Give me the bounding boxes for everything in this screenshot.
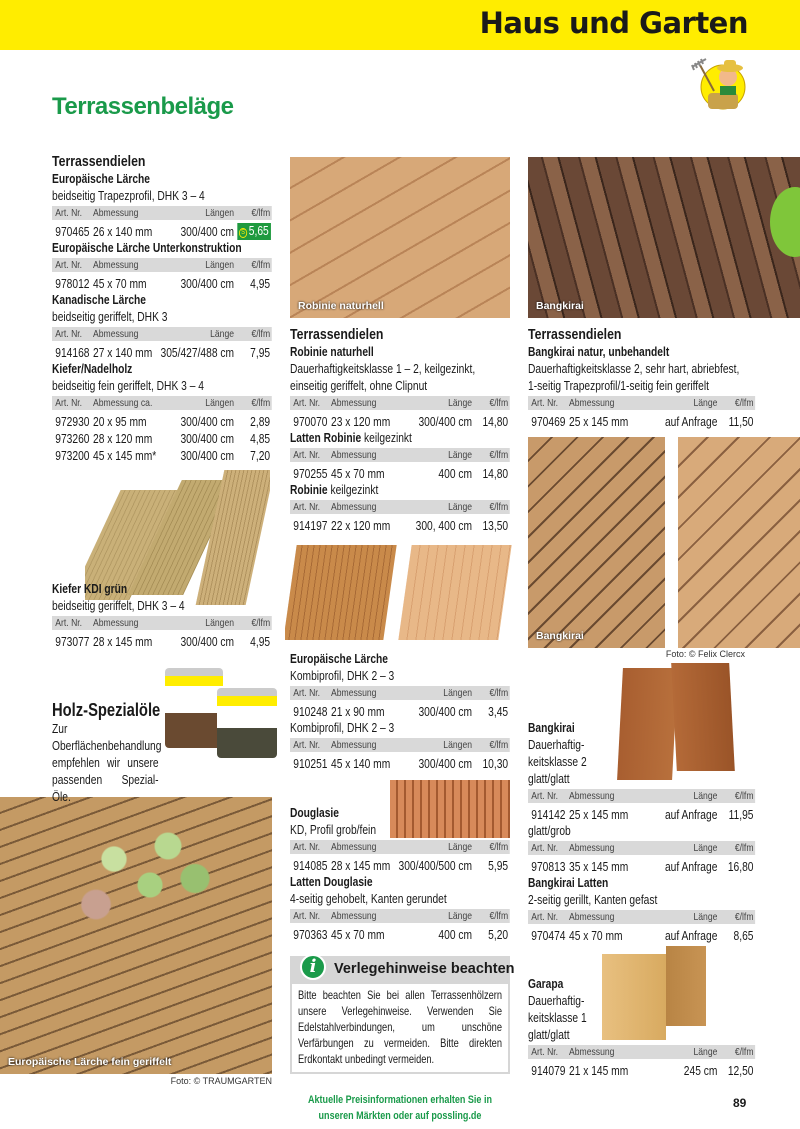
product-description: Dauerhaftigkeitsklasse 1 – 2, keilgezinkt, [290,362,476,376]
product-title: Europäische Lärche [52,172,150,186]
product-description: Dauerhaftigkeitsklasse 2, sehr hart, abriebfest, [528,362,740,376]
column-header-dimension: Abmessung [331,397,377,409]
table-header [52,206,272,223]
column-header-art-nr: Art. Nr. [293,501,321,513]
table-header-bar [528,1045,755,1059]
table-row [52,633,272,650]
cell-price: 4,85 [250,431,271,446]
cell-art-nr: 970255 [293,466,328,481]
cell-dimension: 28 x 145 mm [331,858,391,873]
cell-dimension: 45 x 70 mm [93,276,147,291]
product-description: KD, Profil grob/fein [290,823,377,837]
table-row [52,344,272,361]
cell-length: auf Anfrage [664,859,718,874]
column-header-dimension: Abmessung [569,790,615,802]
table-header [290,500,510,517]
column-header-art-nr: Art. Nr. [293,397,321,409]
cell-length: 300/400 cm [180,431,235,446]
cell-art-nr: 970363 [293,927,328,942]
column-header-length: Längen [443,687,473,699]
column-header-art-nr: Art. Nr. [531,842,559,854]
column-header-price: €/lfm [489,910,509,922]
column-header-art-nr: Art. Nr. [531,397,559,409]
product-description: Dauerhaftig- [528,738,585,752]
cell-dimension: 45 x 70 mm [331,466,385,481]
table-header-bar [290,840,510,854]
cell-length: 300/400 cm [418,704,473,719]
section-heading: Terrassendielen [528,326,622,343]
column-header-art-nr: Art. Nr. [293,687,321,699]
cell-price: 11,50 [728,414,754,429]
table-row [290,703,510,720]
cell-dimension: 45 x 70 mm [569,928,623,943]
column-header-art-nr: Art. Nr. [293,841,321,853]
product-description: Kombiprofil, DHK 2 – 3 [290,669,395,683]
column-header-length: Länge [448,449,473,461]
robinie-profile-photo [285,540,515,645]
cell-length: auf Anfrage [664,414,718,429]
table-header [290,840,510,857]
column-header-art-nr: Art. Nr. [55,328,83,340]
column-header-price: €/lfm [251,397,271,409]
column-header-art-nr: Art. Nr. [531,1046,559,1058]
table-header [52,327,272,344]
product-description: Zur Oberflächenbehandlung empfehlen wir unsere passenden Spezial-Öle. [52,722,162,804]
info-box-text: Bitte beachten Sie bei allen Terrassenhölzern unsere Verlegehinweise. Verwenden Sie Edelstahlverbindungen, um unschöne Verfärbungen zu vermeiden. Bitte direkten Erdkontakt unbedingt vermeiden. [298,989,502,1066]
column-header-price: €/lfm [489,687,509,699]
product-block [52,699,162,806]
price-badge [237,223,271,240]
cell-length: 300/400 cm [180,448,235,463]
cell-dimension: 26 x 140 mm [93,224,153,239]
table-header [290,448,510,465]
cell-price: 16,80 [727,859,754,874]
table-header-bar [52,616,272,630]
column-header-length: Länge [693,911,718,923]
table-row [52,430,272,447]
column-header-dimension: Abmessung [93,328,139,340]
cell-price: 5,95 [488,858,509,873]
product-title: Kiefer KDI grün [52,582,128,596]
table-row [290,926,510,943]
cell-length: 300/400/500 cm [398,858,473,873]
photo-caption: Robinie naturhell [298,300,384,312]
column-header-length: Länge [693,1046,718,1058]
column-header-art-nr: Art. Nr. [531,790,559,802]
cell-art-nr: 973077 [55,634,90,649]
table-row [290,465,510,482]
column-header-art-nr: Art. Nr. [531,911,559,923]
savings-icon: S [239,228,247,238]
table-header [290,686,510,703]
cell-price: 14,80 [482,414,509,429]
table-header-bar [528,841,755,855]
cell-dimension: 23 x 120 mm [331,414,391,429]
cell-dimension: 28 x 120 mm [93,431,153,446]
bangkirai-closeup-photo-2 [678,437,800,648]
cell-dimension: 28 x 145 mm [93,634,153,649]
cell-price: 13,50 [482,518,509,533]
column-header-art-nr: Art. Nr. [293,910,321,922]
table-header [290,738,510,755]
column-header-price: €/lfm [251,259,271,271]
table-header [528,396,755,413]
product-title [290,430,510,447]
cell-art-nr: 910251 [293,756,328,771]
larch-deck-grapes-photo [0,797,272,1074]
column-header-length: Länge [693,790,718,802]
product-description: keitsklasse 2 [528,755,587,769]
info-icon: i [300,954,326,980]
table-header-bar [290,909,510,923]
table-header [290,909,510,926]
product-title-suffix: keilgezinkt [361,431,412,445]
column-header-price: €/lfm [734,1046,754,1058]
column-header-dimension: Abmessung [331,841,377,853]
table-header-bar [52,206,272,220]
cell-length: 300/400 cm [418,756,473,771]
cell-art-nr: 970070 [293,414,328,429]
product-title: Europäische Lärche Unterkonstruktion [52,241,242,255]
cell-price: 12,50 [727,1063,754,1078]
cell-price: 14,80 [482,466,509,481]
column-header-dimension: Abmessung [569,397,615,409]
column-header-price: €/lfm [251,207,271,219]
table-row [290,517,510,534]
bangkirai-closeup-photo-1 [528,437,665,648]
cell-dimension: 22 x 120 mm [331,518,391,533]
laying-instructions-box [290,956,515,1074]
product-block [528,325,755,430]
column-header-price: €/lfm [489,449,509,461]
price-info-footer [285,1092,515,1124]
product-description: beidseitig geriffelt, DHK 3 [52,310,168,324]
column-header-dimension: Abmessung [569,1046,615,1058]
table-header [528,789,755,806]
product-description: Kombiprofil, DHK 2 – 3 [290,721,395,735]
cell-dimension: 25 x 145 mm [569,414,629,429]
product-title: Bangkirai Latten [528,876,609,890]
column-header-length: Länge [448,910,473,922]
product-title: Europäische Lärche [290,652,388,666]
cell-length: 245 cm [683,1063,718,1078]
product-title: Kanadische Lärche [52,293,147,307]
product-title-bold: Robinie [290,483,328,497]
product-title: Bangkirai [528,721,575,735]
product-block [52,152,272,464]
table-header-bar [528,396,755,410]
cell-length: 400 cm [438,466,473,481]
product-description: beidseitig geriffelt, DHK 3 – 4 [52,599,185,613]
cell-art-nr: 914079 [531,1063,566,1078]
price-value: 5,65 [248,224,269,238]
column-header-art-nr: Art. Nr. [55,207,83,219]
cell-length: 300, 400 cm [415,518,473,533]
column-header-length: Länge [210,328,235,340]
table-header [52,396,272,413]
table-header [290,396,510,413]
cell-dimension: 21 x 90 mm [331,704,385,719]
table-row [52,447,272,464]
table-row [528,413,755,430]
table-row [290,857,510,874]
column-header-price: €/lfm [734,842,754,854]
column-header-dimension: Abmessung [569,842,615,854]
section-heading: Terrassendielen [52,153,146,170]
product-title: Latten Douglasie [290,875,373,889]
cell-length: auf Anfrage [664,928,718,943]
product-description: 1-seitig Trapezprofil/1-seitig fein geriffelt [528,379,709,393]
table-header-bar [52,327,272,341]
column-header-length: Länge [448,841,473,853]
column-header-dimension: Abmessung [331,449,377,461]
cell-art-nr: 970465 [55,224,90,239]
column-header-dimension: Abmessung [331,687,377,699]
column-header-art-nr: Art. Nr. [55,259,83,271]
product-description: glatt/grob [528,824,571,838]
column-header-dimension: Abmessung [331,501,377,513]
column-header-art-nr: Art. Nr. [293,739,321,751]
column-header-length: Länge [693,842,718,854]
cell-art-nr: 972930 [55,414,90,429]
robinie-deck-photo [290,157,510,318]
cell-price: 10,30 [482,756,509,771]
column-header-dimension: Abmessung ca. [93,397,153,409]
table-header-bar [52,396,272,410]
table-header-bar [52,258,272,272]
cell-price: 7,95 [250,345,271,360]
info-box-title: Verlegehinweise beachten [334,961,515,977]
cell-art-nr: 973260 [55,431,90,446]
column-header-dimension: Abmessung [331,739,377,751]
cell-price: 8,65 [733,928,754,943]
photo-caption: Europäische Lärche fein geriffelt [8,1056,172,1068]
table-header-bar [290,448,510,462]
product-block [290,325,510,534]
table-header [52,616,272,633]
photo-credit: Foto: © Felix Clercx [665,649,745,659]
cell-dimension: 45 x 140 mm [331,756,391,771]
product-description: einseitig geriffelt, ohne Clipnut [290,379,428,393]
column-header-price: €/lfm [734,911,754,923]
photo-credit: Foto: © TRAUMGARTEN [170,1076,272,1086]
column-header-price: €/lfm [734,790,754,802]
product-description: glatt/glatt [528,772,570,786]
photo-caption: Bangkirai [536,300,584,312]
cell-length: 300/400 cm [180,276,235,291]
cell-length: 305/427/488 cm [160,345,235,360]
cell-price: 2,89 [250,414,271,429]
product-title: Garapa [528,977,564,991]
table-header-bar [290,500,510,514]
cell-art-nr: 978012 [55,276,90,291]
column-header-dimension: Abmessung [93,207,139,219]
oil-cans-photo [165,668,280,758]
footer-line-1: Aktuelle Preisinformationen erhalten Sie in [308,1094,492,1106]
column-header-length: Längen [205,397,235,409]
cell-length: 300/400 cm [180,414,235,429]
product-title: Holz-Spezialöle [52,700,161,720]
cell-length: 300/400 cm [180,634,235,649]
cell-art-nr: 914168 [55,345,90,360]
product-block [290,651,510,772]
page-title: Terrassenbeläge [52,93,234,120]
table-header [52,258,272,275]
cell-price: 5,20 [488,927,509,942]
product-description: 4-seitig gehobelt, Kanten gerundet [290,892,447,906]
product-title: Douglasie [290,806,339,820]
cell-dimension: 25 x 145 mm [569,807,629,822]
column-header-dimension: Abmessung [569,911,615,923]
table-header [528,841,755,858]
table-row [52,275,272,292]
column-header-length: Längen [205,617,235,629]
product-block [52,581,272,650]
column-header-length: Länge [693,397,718,409]
cell-art-nr: 970474 [531,928,566,943]
column-header-length: Länge [448,397,473,409]
table-row [528,927,755,944]
section-header-bar [0,0,800,50]
cell-art-nr: 970813 [531,859,566,874]
product-description: 2-seitig gerillt, Kanten gefast [528,893,658,907]
cell-dimension: 20 x 95 mm [93,414,147,429]
table-row [52,223,272,240]
column-header-price: €/lfm [489,397,509,409]
product-block [528,720,755,944]
cell-length: 300/400 cm [180,224,235,239]
product-title-suffix: keilgezinkt [327,483,379,497]
footer-line-2[interactable]: unseren Märkten oder auf possling.de [318,1110,482,1122]
cell-art-nr: 910248 [293,704,328,719]
column-header-length: Längen [443,739,473,751]
photo-caption: Bangkirai [536,630,584,642]
cell-price: 4,95 [250,276,271,291]
product-description: beidseitig fein geriffelt, DHK 3 – 4 [52,379,204,393]
column-header-dimension: Abmessung [93,617,139,629]
column-header-price: €/lfm [734,397,754,409]
product-title-bold: Latten Robinie [290,431,362,445]
cell-price: 3,45 [488,704,509,719]
column-header-price: €/lfm [489,841,509,853]
table-header-bar [290,686,510,700]
table-header-bar [528,789,755,803]
cell-dimension: 35 x 145 mm [569,859,629,874]
section-title: Haus und Garten [479,6,748,40]
cell-art-nr: 973200 [55,448,90,463]
column-header-price: €/lfm [251,617,271,629]
cell-length: 400 cm [438,927,473,942]
column-header-price: €/lfm [489,501,509,513]
cell-length: auf Anfrage [664,807,718,822]
product-description: beidseitig Trapezprofil, DHK 3 – 4 [52,189,205,203]
product-block [528,976,755,1079]
column-header-length: Länge [448,501,473,513]
product-description: glatt/glatt [528,1028,570,1042]
column-header-price: €/lfm [251,328,271,340]
table-row [290,755,510,772]
cell-price: 4,95 [250,634,271,649]
table-header-bar [290,396,510,410]
product-title: Robinie naturhell [290,345,374,359]
cell-dimension: 27 x 140 mm [93,345,153,360]
table-row [290,413,510,430]
cell-dimension: 45 x 70 mm [331,927,385,942]
table-row [52,413,272,430]
table-header-bar [290,738,510,752]
cell-art-nr: 914142 [531,807,566,822]
column-header-dimension: Abmessung [331,910,377,922]
cell-art-nr: 914085 [293,858,328,873]
cell-price: 7,20 [250,448,271,463]
table-row [528,1062,755,1079]
gardener-mascot-icon [690,55,752,110]
table-header-bar [528,910,755,924]
cell-dimension: 21 x 145 mm [569,1063,629,1078]
column-header-price: €/lfm [489,739,509,751]
column-header-art-nr: Art. Nr. [293,449,321,461]
product-description: Dauerhaftig- [528,994,585,1008]
cell-length: 300/400 cm [418,414,473,429]
cell-price [237,223,271,240]
product-title: Bangkirai natur, unbehandelt [528,345,670,359]
table-header [528,1045,755,1062]
column-header-dimension: Abmessung [93,259,139,271]
bangkirai-deck-photo [528,157,800,318]
section-heading: Terrassendielen [290,326,384,343]
cell-art-nr: 914197 [293,518,328,533]
column-header-art-nr: Art. Nr. [55,617,83,629]
cell-dimension: 45 x 145 mm* [93,448,157,463]
table-header [528,910,755,927]
cell-art-nr: 970469 [531,414,566,429]
cell-price: 11,95 [728,807,754,822]
page-number: 89 [733,1096,747,1110]
table-row [528,806,755,823]
product-description: keitsklasse 1 [528,1011,587,1025]
table-row [528,858,755,875]
column-header-length: Längen [205,259,235,271]
product-title: Kiefer/Nadelholz [52,362,133,376]
product-title [290,482,510,499]
column-header-art-nr: Art. Nr. [55,397,83,409]
product-block [290,805,510,943]
column-header-length: Längen [205,207,235,219]
